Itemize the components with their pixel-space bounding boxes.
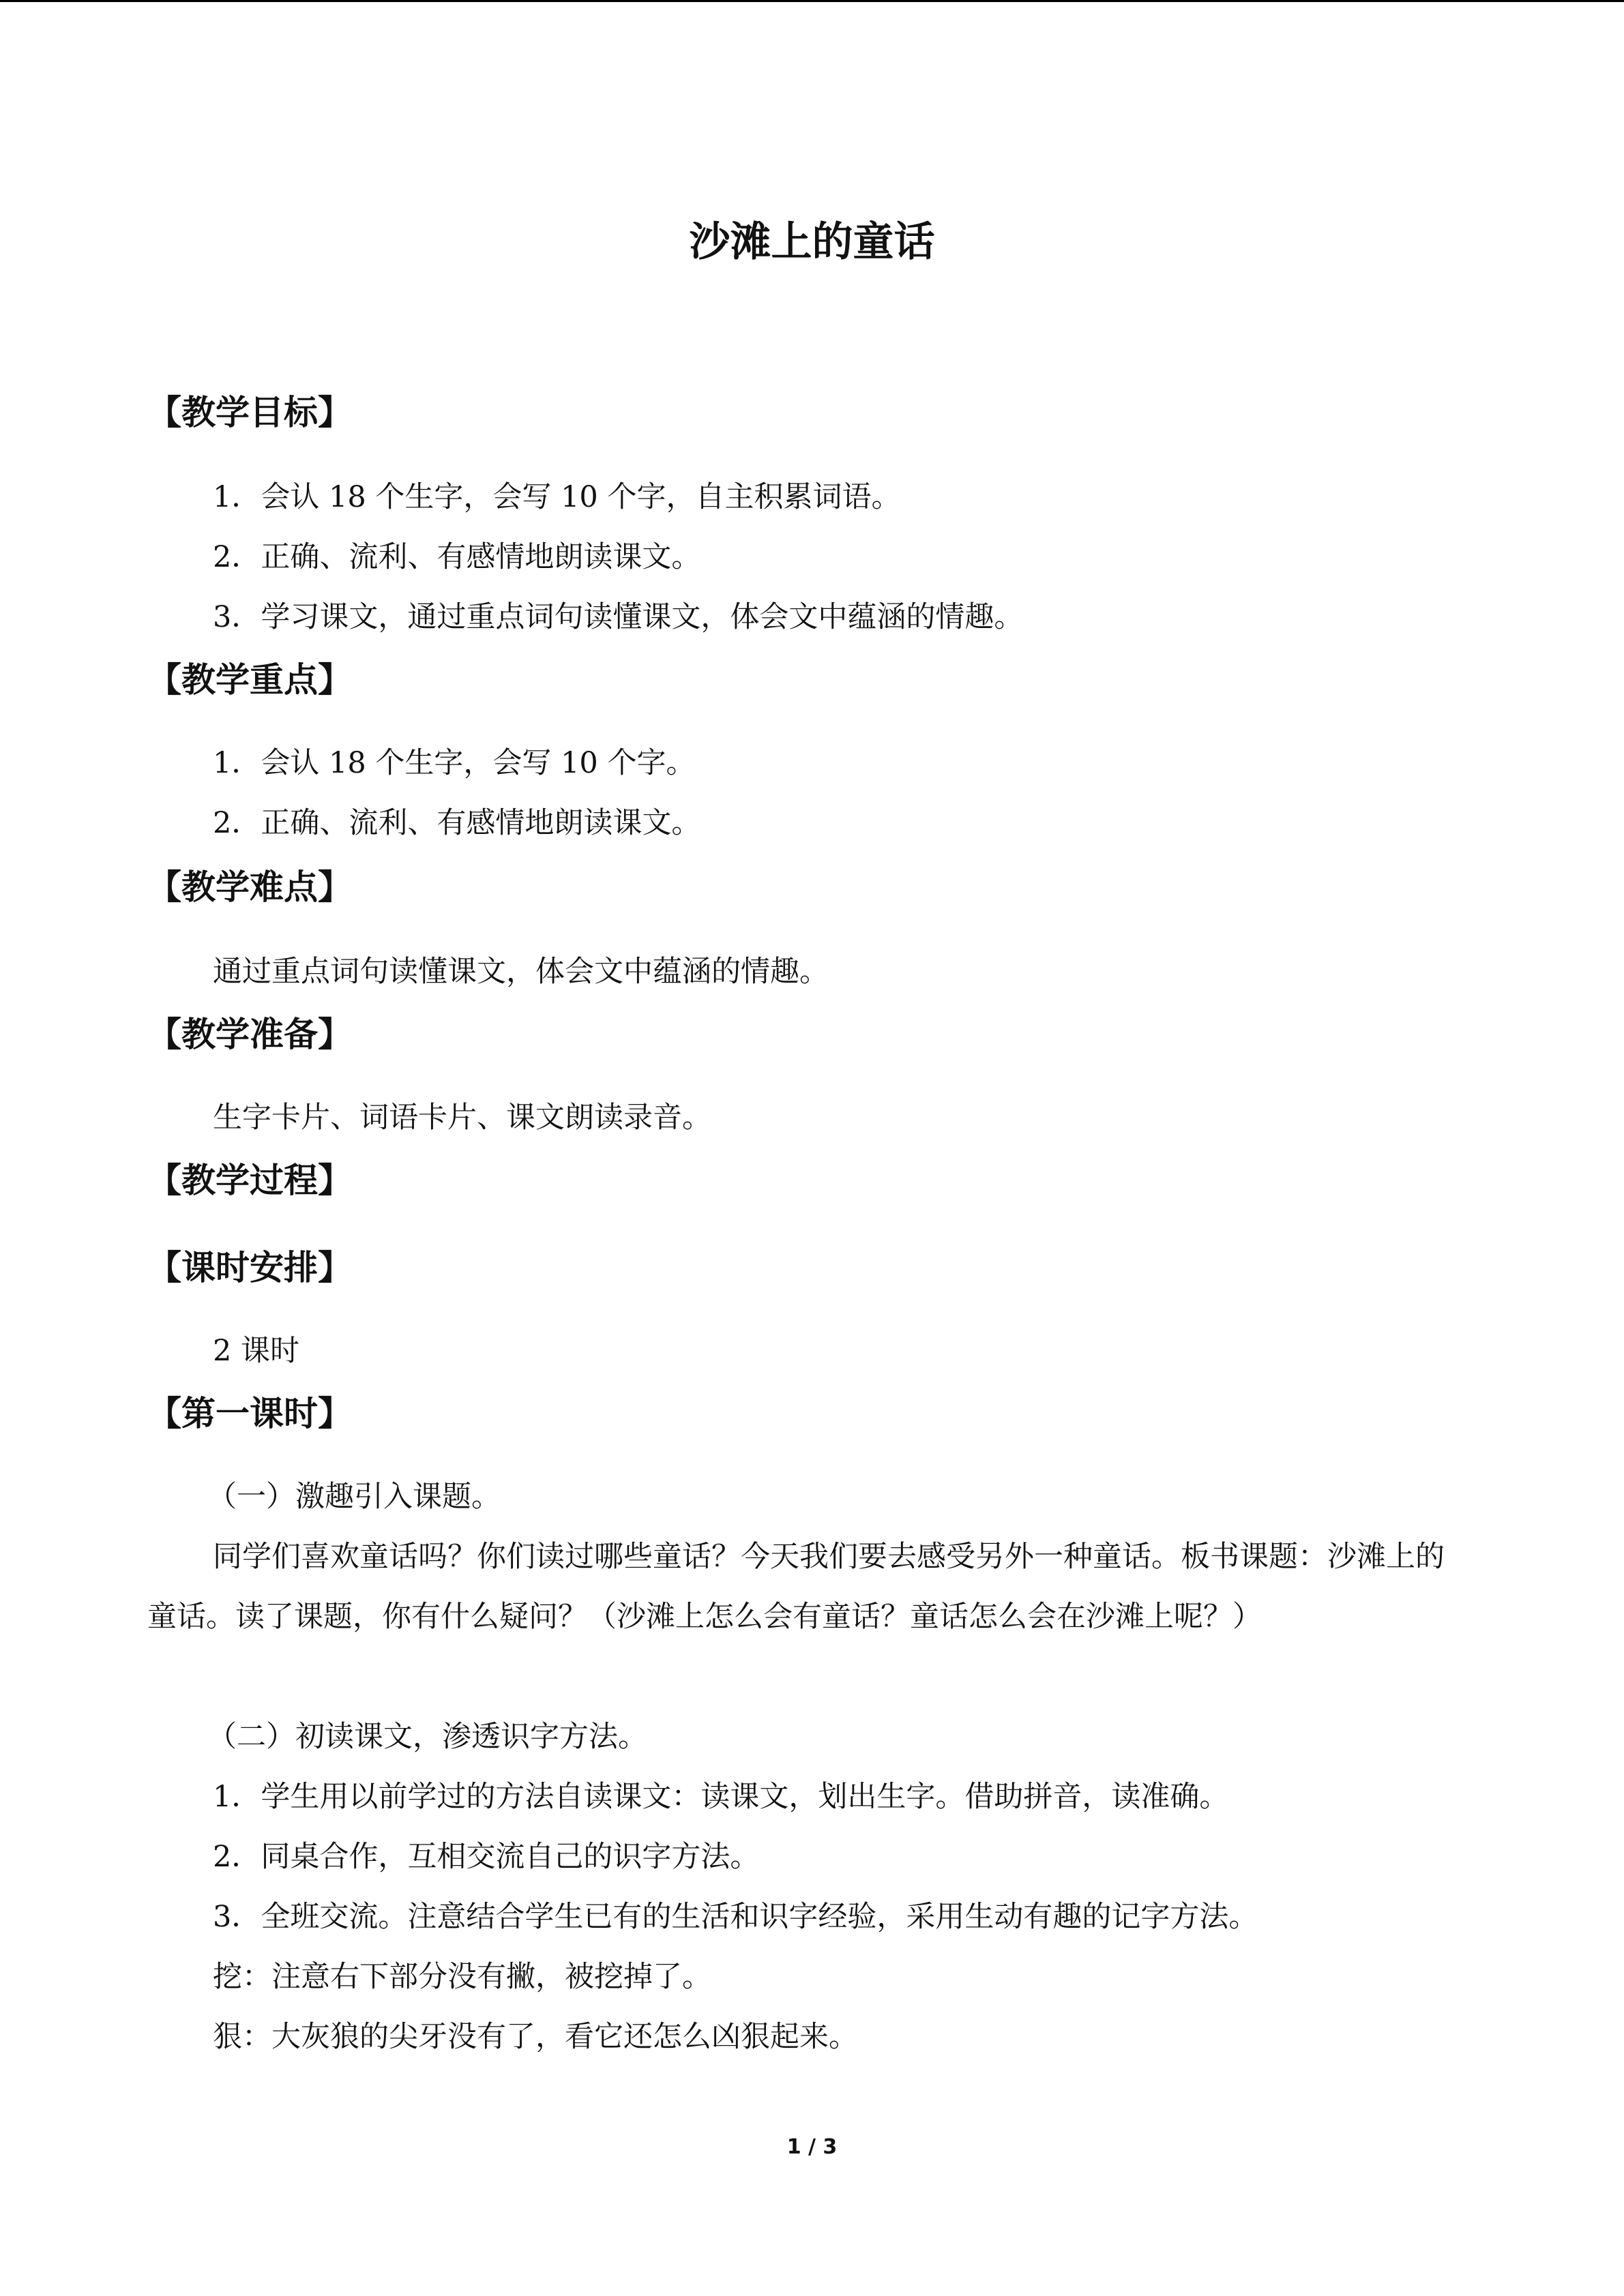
heading-difficulties: 【教学难点】 <box>147 867 352 907</box>
lesson-one-item-3: 3．全班交流。注意结合学生已有的生活和识字经验，采用生动有趣的记字方法。 <box>213 1900 1258 1934</box>
lesson-one-item-2: 2．同桌合作，互相交流自己的识字方法。 <box>213 1840 760 1874</box>
lesson-one-item-1: 1．学生用以前学过的方法自读课文：读课文，划出生字。借助拼音，读准确。 <box>213 1780 1229 1814</box>
page-indicator: 1 / 3 <box>786 2135 838 2159</box>
lesson-one-item-4: 挖：注意右下部分没有撇，被挖掉了。 <box>213 1960 711 1994</box>
schedule-text: 2 课时 <box>213 1334 300 1368</box>
preparation-text: 生字卡片、词语卡片、课文朗读录音。 <box>213 1101 711 1135</box>
heading-schedule: 【课时安排】 <box>147 1248 352 1287</box>
heading-lesson-one: 【第一课时】 <box>147 1394 352 1433</box>
lesson-one-step-1-title: （一）激趣引入课题。 <box>207 1480 501 1514</box>
lesson-one-step-1-text: 同学们喜欢童话吗？你们读过哪些童话？今天我们要去感受另外一种童话。板书课题：沙滩上的童话。读了课题，你有什么疑问？（沙滩上怎么会有童话？童话怎么会在沙滩上呢？） <box>147 1540 1445 1634</box>
heading-process: 【教学过程】 <box>147 1161 352 1200</box>
objective-item-2: 2．正确、流利、有感情地朗读课文。 <box>213 540 701 574</box>
heading-key-points: 【教学重点】 <box>147 660 352 700</box>
heading-preparation: 【教学准备】 <box>147 1015 352 1054</box>
lesson-one-step-2-title: （二）初读课文，渗透识字方法。 <box>207 1720 647 1754</box>
key-point-item-1: 1．会认 18 个生字，会写 10 个字。 <box>213 746 696 780</box>
document-title: 沙滩上的童话 <box>689 218 935 266</box>
lesson-one-item-5: 狠：大灰狼的尖牙没有了，看它还怎么凶狠起来。 <box>213 2020 858 2054</box>
key-point-item-2: 2．正确、流利、有感情地朗读课文。 <box>213 806 701 840</box>
heading-objectives: 【教学目标】 <box>147 393 352 432</box>
objective-item-3: 3．学习课文，通过重点词句读懂课文，体会文中蕴涵的情趣。 <box>213 600 1024 634</box>
objective-item-1: 1．会认 18 个生字，会写 10 个字，自主积累词语。 <box>213 480 901 514</box>
difficulties-text: 通过重点词句读懂课文，体会文中蕴涵的情趣。 <box>213 955 829 989</box>
